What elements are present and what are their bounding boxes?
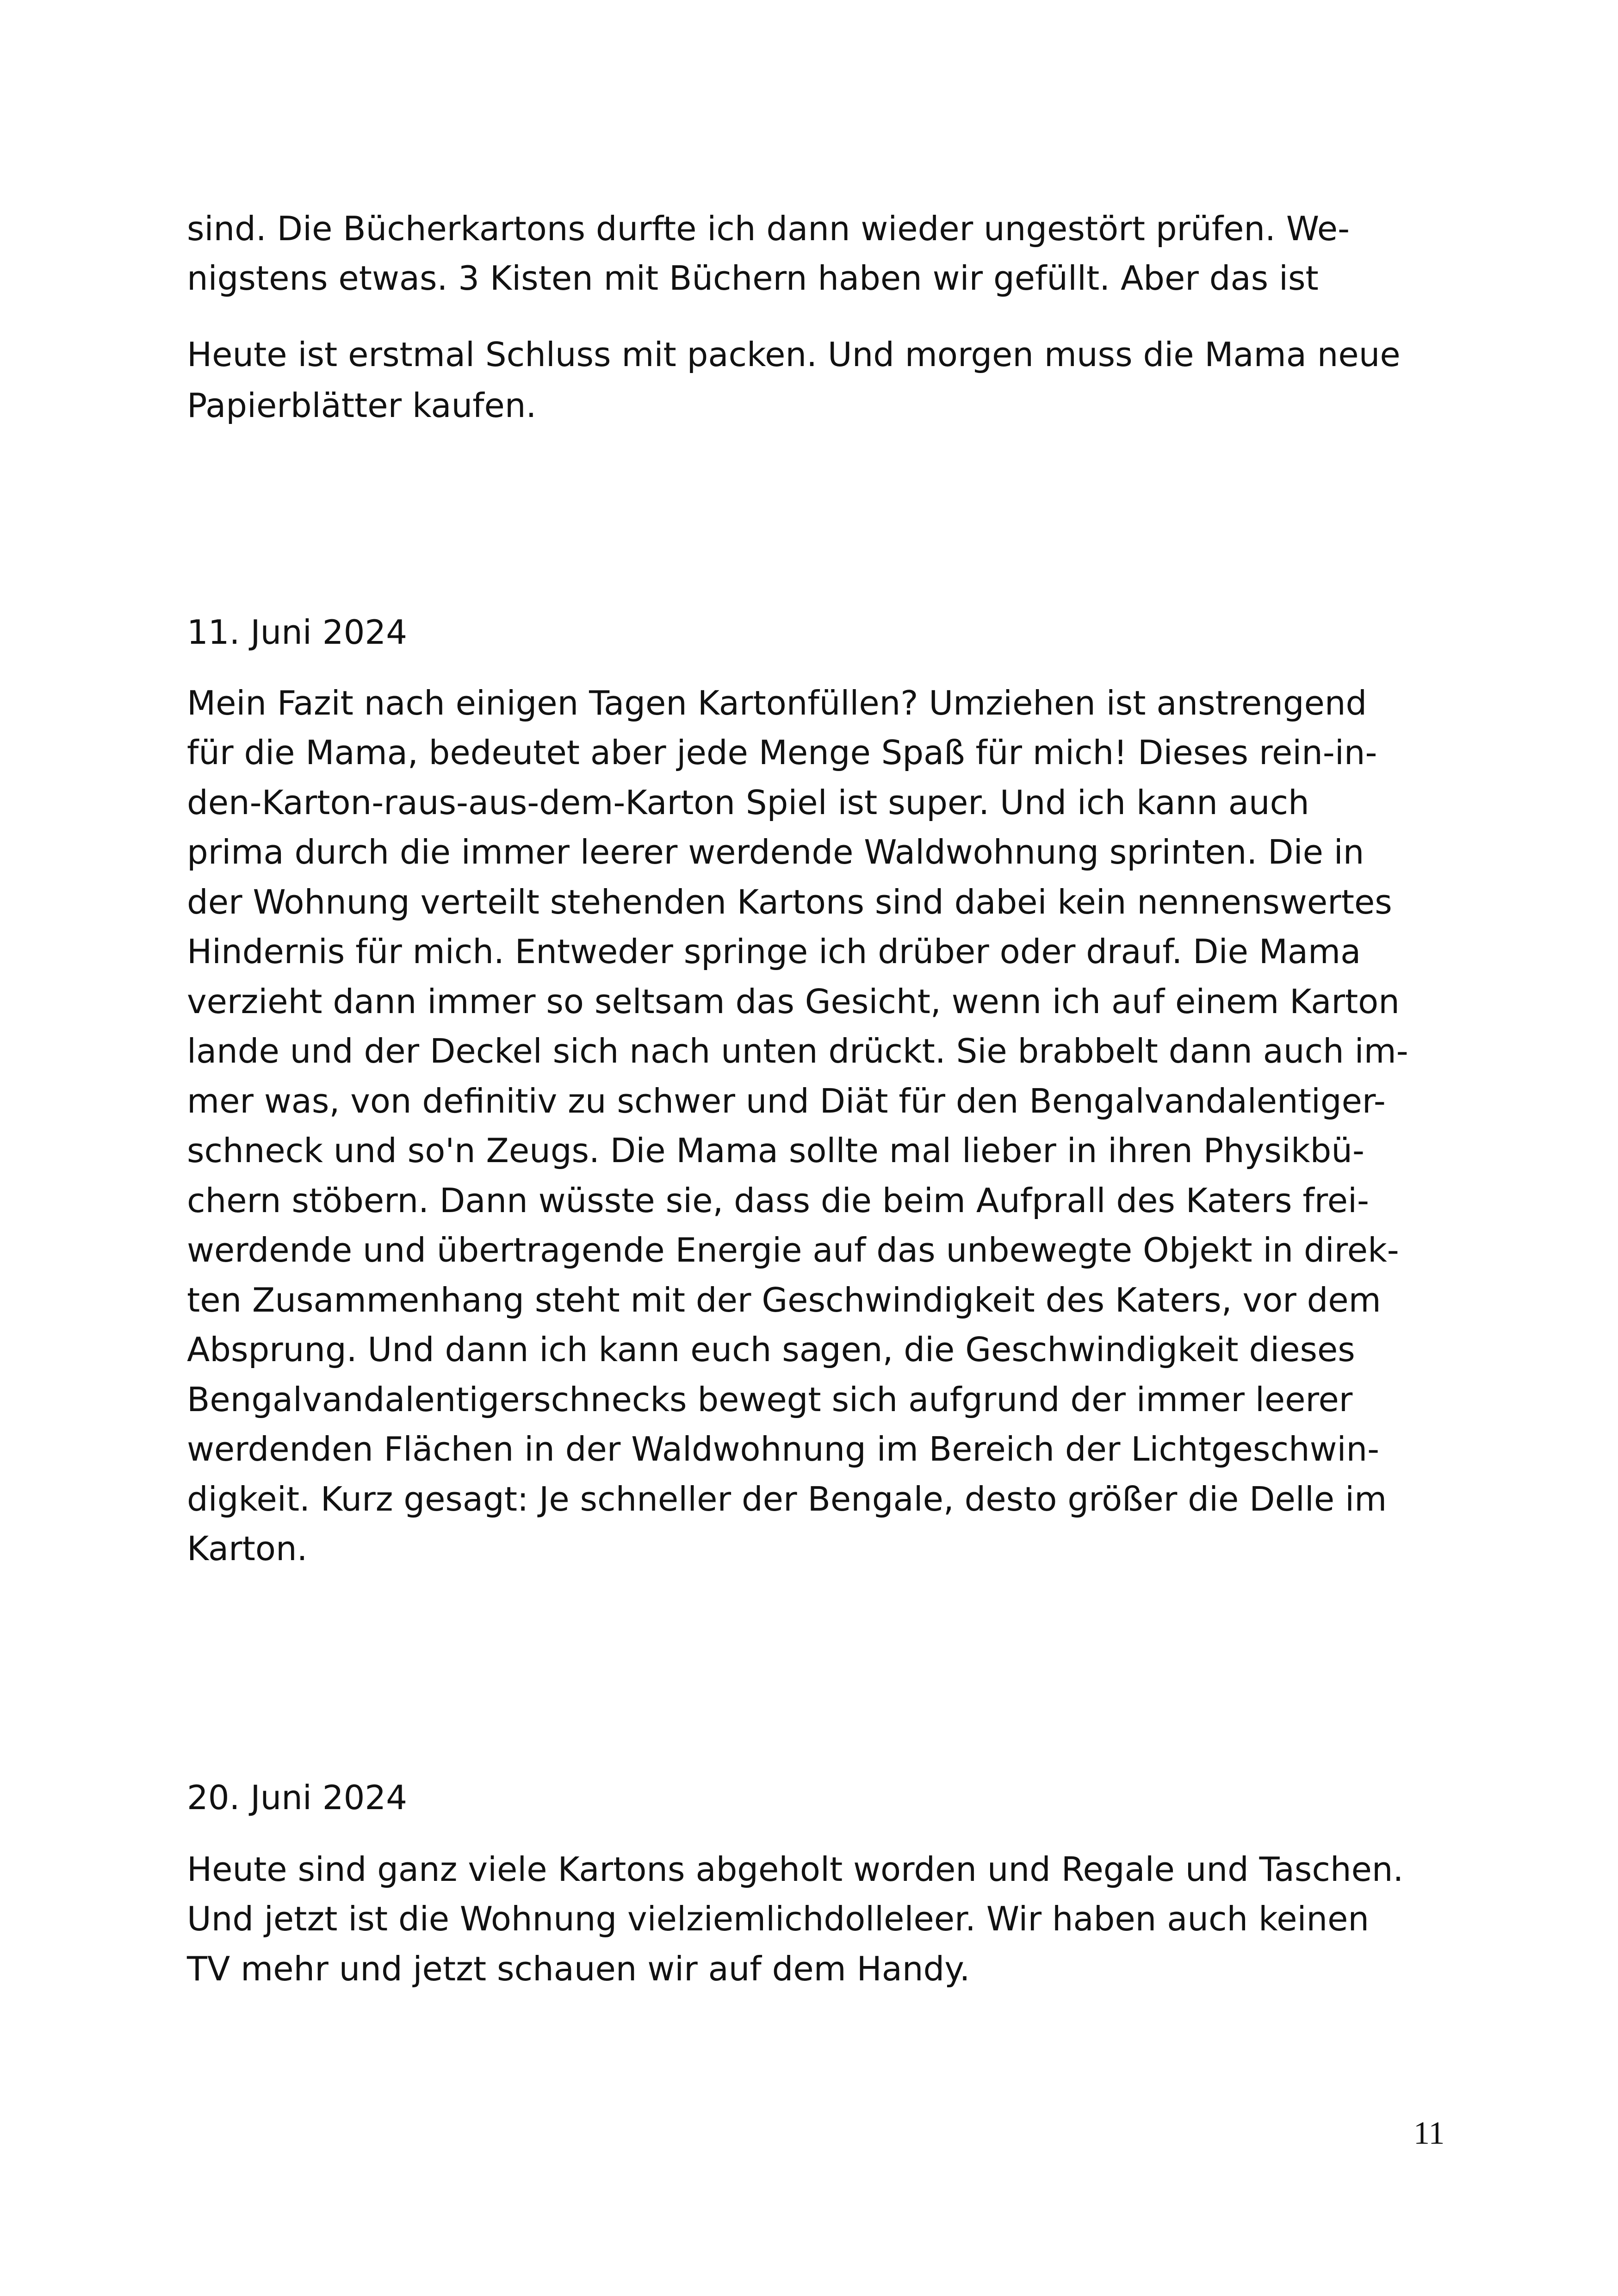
text-line: schneck und so'n Zeugs. Die Mama sollte mal lieber in ihren Physikbü- [187, 1131, 1364, 1170]
text-line: Heute sind ganz viele Kartons abgeholt worden und Regale und Taschen. [187, 1850, 1404, 1889]
text-line: digkeit. Kurz gesagt: Je schneller der Bengale, desto größer die Delle im [187, 1480, 1387, 1518]
text-line: werdenden Flächen in der Waldwohnung im Bereich der Lichtgeschwin- [187, 1430, 1380, 1468]
page-number: 11 [1413, 2116, 1445, 2151]
text-line: der Wohnung verteilt stehenden Kartons sind dabei kein nennenswertes [187, 883, 1392, 921]
text-line: für die Mama, bedeutet aber jede Menge Spaß für mich! Dieses rein-in- [187, 733, 1377, 772]
text-line: Bengalvandalentigerschnecks bewegt sich aufgrund der immer leerer [187, 1380, 1353, 1419]
text-line: den-Karton-raus-aus-dem-Karton Spiel ist super. Und ich kann auch [187, 783, 1309, 822]
text-line: werdende und übertragende Energie auf das unbewegte Objekt in direk- [187, 1231, 1399, 1269]
entry-date: 20. Juni 2024 [187, 1778, 408, 1817]
text-line: ten Zusammenhang steht mit der Geschwindigkeit des Katers, vor dem [187, 1281, 1381, 1319]
text-line: prima durch die immer leerer werdende Waldwohnung sprinten. Die in [187, 833, 1364, 871]
text-line: lande und der Deckel sich nach unten drückt. Sie brabbelt dann auch im- [187, 1032, 1408, 1070]
text-line: chern stöbern. Dann wüsste sie, dass die beim Aufprall des Katers frei- [187, 1181, 1370, 1220]
text-line: nigstens etwas. 3 Kisten mit Büchern haben wir gefüllt. Aber das ist [187, 259, 1319, 298]
text-line: sind. Die Bücherkartons durfte ich dann wieder ungestört prüfen. We- [187, 209, 1350, 248]
text-line: Absprung. Und dann ich kann euch sagen, die Geschwindigkeit dieses [187, 1330, 1355, 1369]
text-line: TV mehr und jetzt schauen wir auf dem Handy. [187, 1949, 970, 1988]
text-line: verzieht dann immer so seltsam das Gesicht, wenn ich auf einem Karton [187, 982, 1400, 1021]
text-line: mer was, von definitiv zu schwer und Diät für den Bengalvandalentiger- [187, 1082, 1386, 1120]
text-line: Hindernis für mich. Entweder springe ich drüber oder drauf. Die Mama [187, 932, 1361, 971]
text-line: Karton. [187, 1529, 308, 1568]
text-line: Papierblätter kaufen. [187, 386, 537, 425]
entry-date: 11. Juni 2024 [187, 613, 408, 652]
text-line: Mein Fazit nach einigen Tagen Kartonfüllen? Umziehen ist anstrengend [187, 684, 1367, 722]
text-line: Heute ist erstmal Schluss mit packen. Und morgen muss die Mama neue [187, 335, 1401, 374]
text-line: Und jetzt ist die Wohnung vielziemlichdolleleer. Wir haben auch keinen [187, 1899, 1370, 1938]
